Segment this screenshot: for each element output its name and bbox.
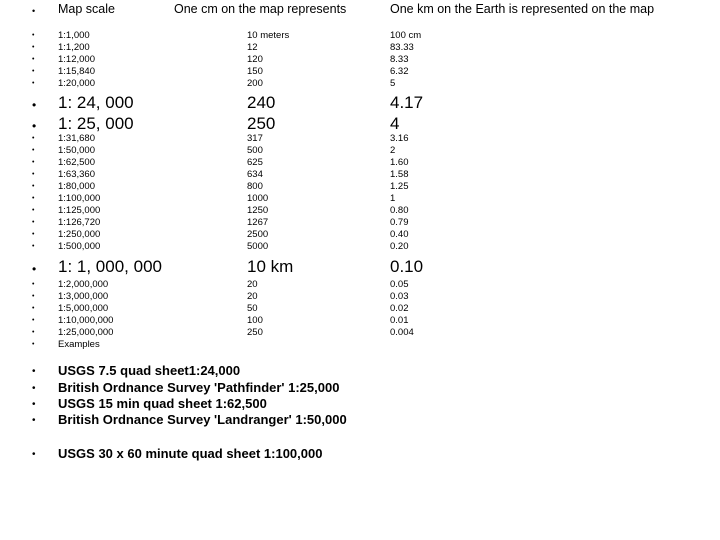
bullet: • bbox=[32, 6, 36, 16]
map-scale-header: Map scale bbox=[58, 2, 115, 16]
examples-label: Examples bbox=[58, 339, 100, 350]
km-represented-header: One km on the Earth is represented on the map bbox=[390, 2, 655, 16]
cm-represents-header: One cm on the map represents bbox=[174, 2, 347, 16]
